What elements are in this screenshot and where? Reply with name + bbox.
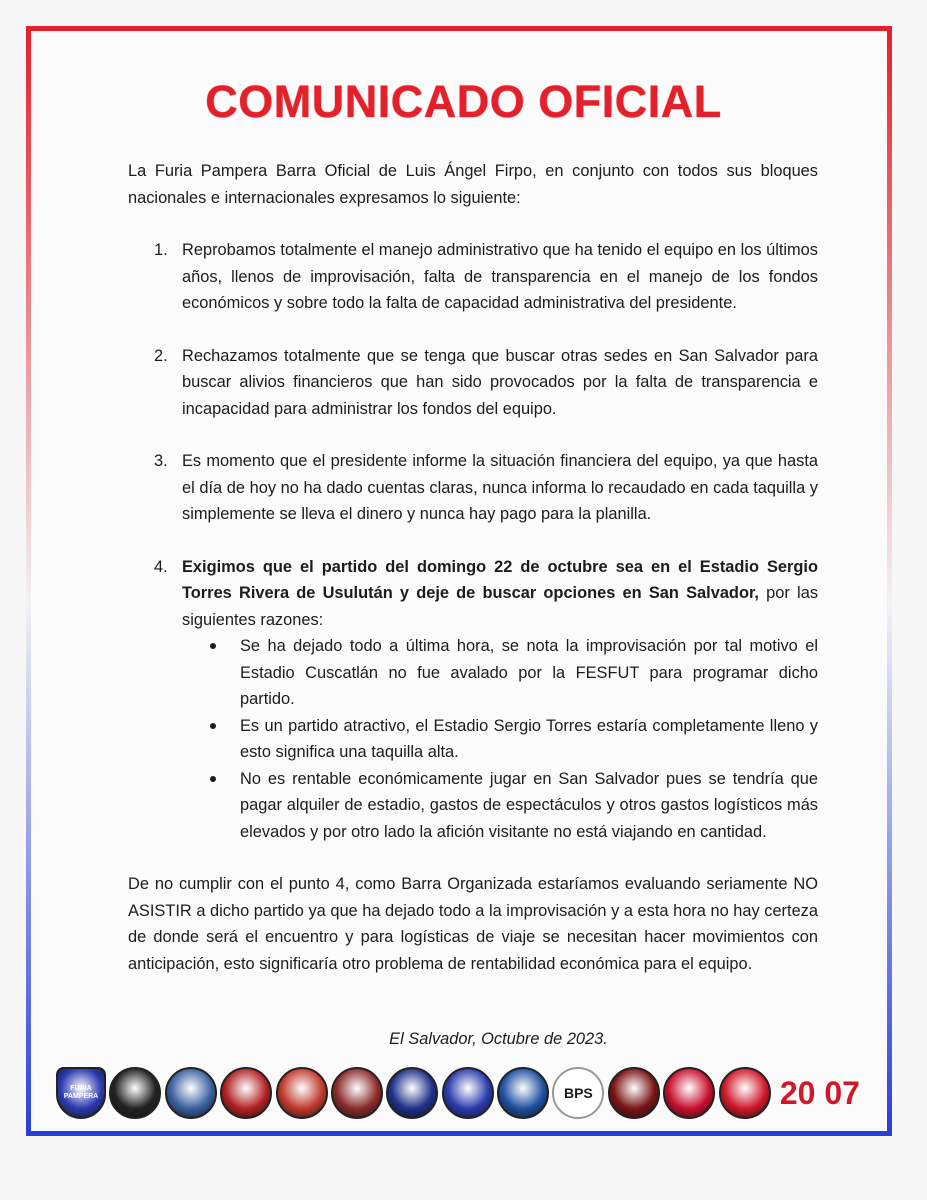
list-item (128, 343, 818, 423)
signature-line: El Salvador, Octubre de 2023. (389, 1030, 608, 1048)
mascot-logo (663, 1067, 715, 1119)
list-item (182, 713, 818, 766)
list-item (128, 554, 818, 846)
closing-paragraph: De no cumplir con el punto 4, como Barra Organizada estaríamos evaluando seriamente NO ASISTIR a dicho partido ya que ha dejado todo a la improvisación y a esta hora no hay certeza de donde será el encuentro y para logísticas de viaje se necesitan hacer movimientos con anticipación, esto significaría otro problema de rentabilidad económica para el equipo. (128, 875, 818, 973)
page-title: COMUNICADO OFICIAL (205, 76, 722, 127)
point-bold-text: Exigimos que el partido del domingo 22 de octubre sea en el Estadio Sergio Torres Rivera de Usulután y deje de buscar opciones en San Salvador, (182, 557, 818, 602)
list-item (182, 766, 818, 846)
reason-text: Es un partido atractivo, el Estadio Sergio Torres estaría completamente lleno y esto significa una taquilla alta. (240, 716, 818, 761)
point-text: Rechazamos totalmente que se tenga que buscar otras sedes en San Salvador para buscar alivios financieros que han sido provocados por la falta de transparencia e incapacidad para administrar los fondos del equipo. (182, 346, 818, 418)
eagle-logo (165, 1067, 217, 1119)
furia-pampera-san-salvador-logo (442, 1067, 494, 1119)
logos-row (56, 1062, 866, 1124)
skull-logo (386, 1067, 438, 1119)
list-item (128, 237, 818, 317)
point-number: 4. (154, 557, 168, 576)
point-number: 1. (154, 241, 168, 259)
ship-logo (331, 1067, 383, 1119)
reasons-list (182, 633, 818, 845)
la-banda-2007-logo: 20 07 (779, 1075, 860, 1111)
zona-norte-logo (719, 1067, 771, 1119)
bullet-icon (210, 723, 216, 729)
bps-logo: BPS (552, 1067, 604, 1119)
list-item (128, 448, 818, 528)
reason-text: Se ha dejado todo a última hora, se nota la improvisación por tal motivo el Estadio Cuscatlán no fue avalado por la FESFUT para programar dicho partido. (240, 637, 818, 708)
bull-logo (497, 1067, 549, 1119)
los-cerveceros-logo (276, 1067, 328, 1119)
reason-text: No es rentable económicamente jugar en San Salvador pues se tendría que pagar alquiler de estadio, gastos de espectáculos y otros gastos logísticos más elevados y por otro lado la afición visitante no está viajando en cantidad. (240, 769, 818, 841)
document-body (128, 158, 818, 977)
intro-paragraph: La Furia Pampera Barra Oficial de Luis Ángel Firpo, en conjunto con todos sus bloques nacionales e internacionales expresamos lo siguiente: (128, 162, 818, 207)
list-item (182, 633, 818, 713)
piratas-logo (109, 1067, 161, 1119)
point-number: 3. (154, 452, 168, 470)
pibes-logo (608, 1067, 660, 1119)
point-text: Reprobamos totalmente el manejo administrativo que ha tenido el equipo en los últimos años, llenos de improvisación, falta de transparencia en el manejo de los fondos económicos y sobre todo la falta de capacidad administrativa del presidente. (182, 241, 818, 312)
point-number: 2. (154, 346, 168, 365)
bulldog-logo (220, 1067, 272, 1119)
furia-pampera-logo: FURIA PAMPERA (56, 1067, 106, 1119)
point-text: por las siguientes razones: (182, 584, 819, 629)
point-text: Es momento que el presidente informe la situación financiera del equipo, ya que hasta el día de hoy no ha dado cuentas claras, nunca informa lo recaudado en cada taquilla y simplemente se lleva el dinero y nunca hay pago para la planilla. (182, 452, 818, 523)
bullet-icon (210, 776, 216, 782)
bullet-icon (210, 643, 216, 649)
points-list (128, 237, 818, 845)
